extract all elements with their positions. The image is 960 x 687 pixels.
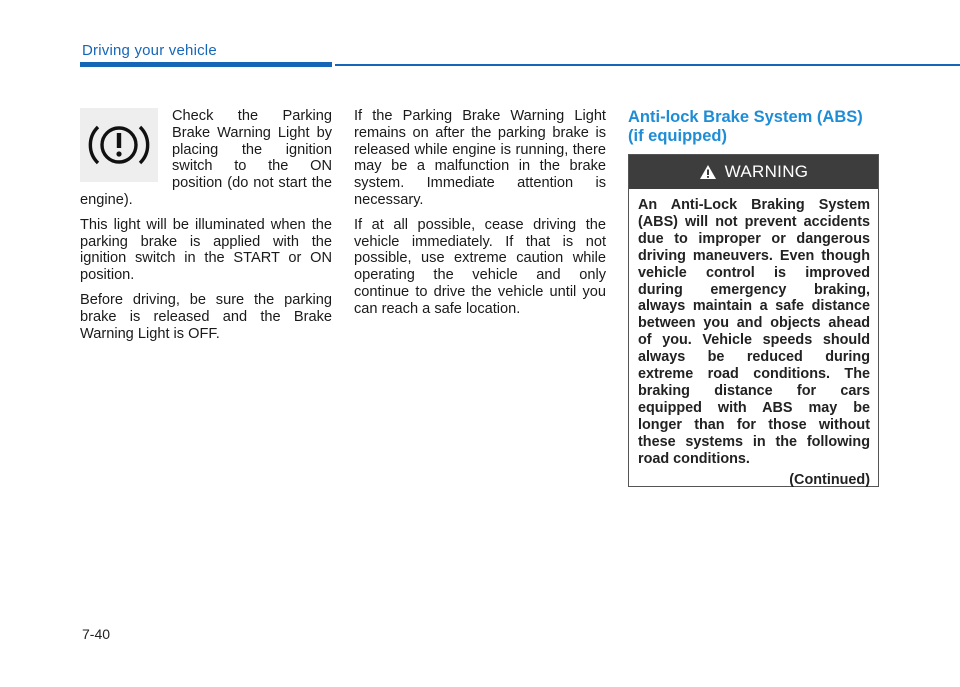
continued-label: (Continued) [789,471,870,488]
abs-heading: Anti-lock Brake System (ABS) (if equipped) [628,108,863,145]
malfunction-paragraph: If the Parking Brake Warning Light remains on after the parking brake is released while engine is running, there may be a malfunction in the brake system. Immediate attention is necessary. [354,108,606,208]
warning-title: WARNING [724,162,809,181]
page-number: 7-40 [82,626,111,642]
warning-body [629,189,878,488]
cease-driving-paragraph: If at all possible, cease driving the vehicle immediately. If that is not possible, use extreme caution while operating the vehicle and only continue to drive the vehicle until you can reach a safe location. [354,216,606,317]
column-1 [80,108,332,350]
before-driving-paragraph: Before driving, be sure the parking brake is released and the Brake Warning Light is OFF. [80,291,332,342]
warning-box [628,154,879,487]
header-rule-thick [80,62,332,67]
column-2 [354,108,606,326]
section-title: Driving your vehicle [82,42,217,59]
parking-brake-warning-icon [80,108,158,182]
illumination-paragraph: This light will be illuminated when the parking brake is applied with the ignition switch in the START or ON position. [80,216,332,284]
header-rule-thin [335,64,960,66]
warning-triangle-icon [699,164,717,180]
warning-header [629,155,878,189]
warning-text: An Anti-Lock Braking System (ABS) will not prevent accidents due to improper or dangerous driving maneuvers. Even though vehicle control is improved during emergency braking, always maintain a safe distance between you and objects ahead of you. Vehicle speeds should always be reduced during extreme road conditions. The braking distance for cars equipped with ABS may be longer than for those without these systems in the following road conditions. [638,197,870,467]
intro-paragraph: Check the Parking Brake Warning Light by placing the ignition switch to the ON position (do not start the engine). [80,108,332,208]
